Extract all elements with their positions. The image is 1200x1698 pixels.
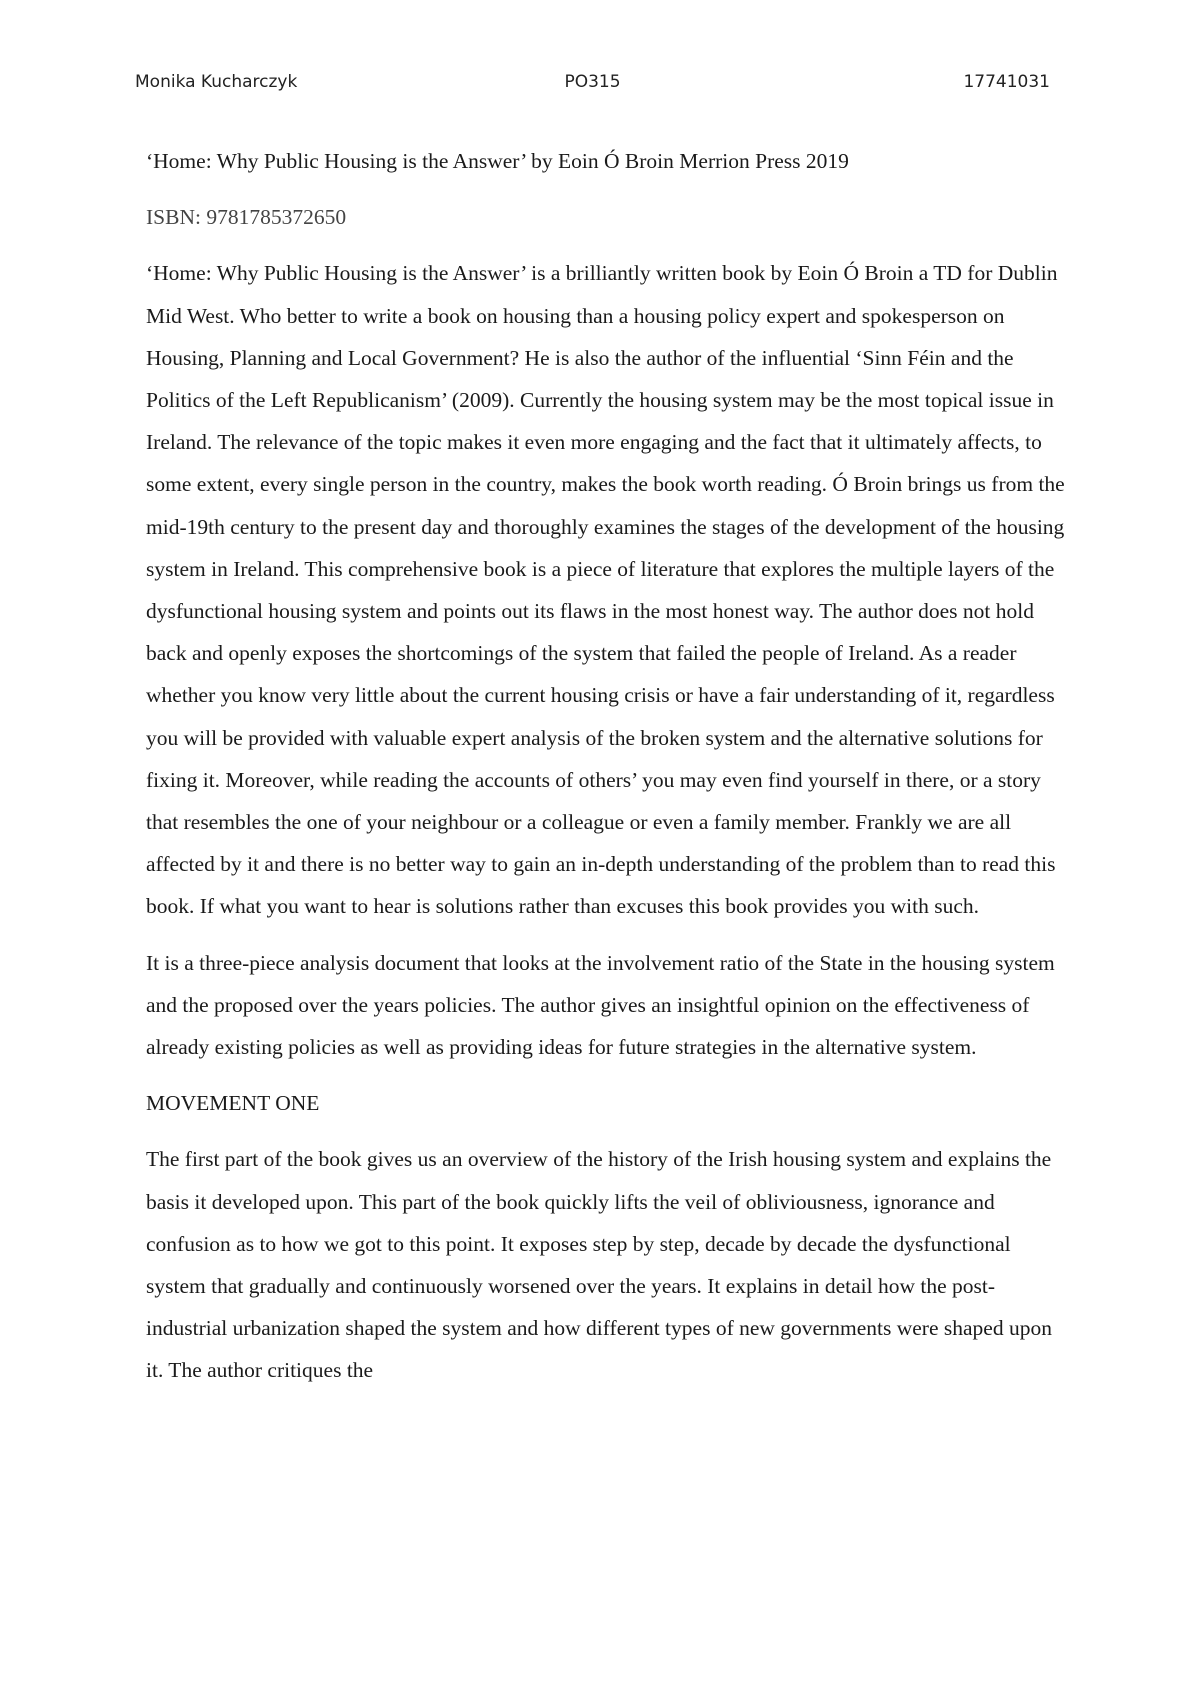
isbn-line: ISBN: 9781785372650 bbox=[146, 205, 347, 230]
section-heading-movement-one: MOVEMENT ONE bbox=[146, 1091, 320, 1116]
page-header bbox=[135, 72, 1050, 100]
document-body bbox=[146, 140, 1068, 1406]
header-author: Monika Kucharczyk bbox=[135, 72, 298, 92]
paragraph-intro: ‘Home: Why Public Housing is the Answer’ is a brilliantly written book by Eoin Ó Broin a TD for Dublin Mid West. Who better to write a book on housing than a housing policy expert and spokesperson on Housing, Planning and Local Government? He is also the author of the influential ‘Sinn Féin and the Politics of the Left Republicanism’ (2009). Currently the housing system may be the most topical issue in Ireland. The relevance of the topic makes it even more engaging and the fact that it ultimately affects, to some extent, every single person in the country, makes the book worth reading. Ó Broin brings us from the mid-19th century to the present day and thoroughly examines the stages of the development of the housing system in Ireland. This comprehensive book is a piece of literature that explores the multiple layers of the dysfunctional housing system and points out its flaws in the most honest way. The author does not hold back and openly exposes the shortcomings of the system that failed the people of Ireland. As a reader whether you know very little about the current housing crisis or have a fair understanding of it, regardless you will be provided with valuable expert analysis of the broken system and the alternative solutions for fixing it. Moreover, while reading the accounts of others’ you may even find yourself in there, or a story that resembles the one of your neighbour or a colleague or even a family member. Frankly we are all affected by it and there is no better way to gain an in-depth understanding of the problem than to read this book. If what you want to hear is solutions rather than excuses this book provides you with such. bbox=[146, 261, 1065, 919]
paragraph-overview: It is a three-piece analysis document that looks at the involvement ratio of the State in the housing system and the proposed over the years policies. The author gives an insightful opinion on the effectiveness of already existing policies as well as providing ideas for future strategies in the alternative system. bbox=[146, 950, 1055, 1060]
paragraph-movement-one: The first part of the book gives us an overview of the history of the Irish housing system and explains the basis it developed upon. This part of the book quickly lifts the veil of obliviousness, ignorance and confusion as to how we got to this point. It exposes step by step, decade by decade the dysfunctional system that gradually and continuously worsened over the years. It explains in detail how the post-industrial urbanization shaped the system and how different types of new governments were shaped upon it. The author critiques the bbox=[146, 1147, 1052, 1383]
header-student-id: 17741031 bbox=[963, 72, 1050, 92]
header-course-code: PO315 bbox=[564, 72, 621, 92]
book-title-line: ‘Home: Why Public Housing is the Answer’ by Eoin Ó Broin Merrion Press 2019 bbox=[146, 149, 849, 173]
